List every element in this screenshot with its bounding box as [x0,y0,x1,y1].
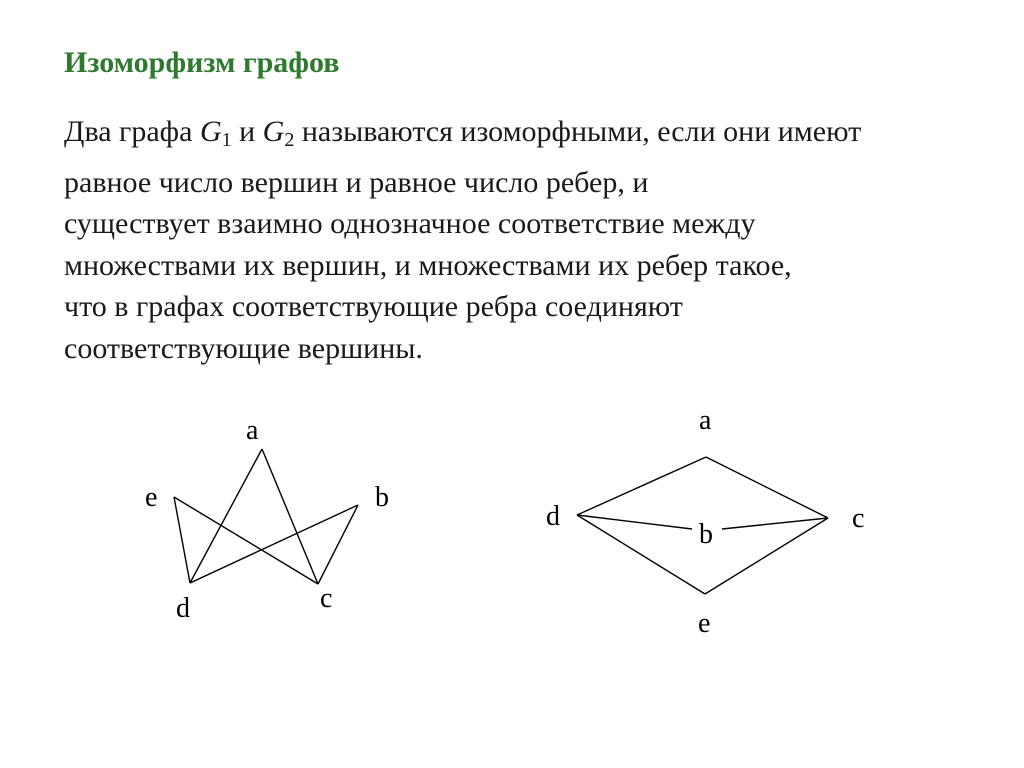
graph1-vertex-label-b: b [375,482,389,513]
graph1-vertex-label-e: e [145,482,158,513]
graph2-vertex-label-b: b [699,519,713,550]
graph1-vertex-label-a: a [246,415,259,446]
line1-before-text: Два графа [64,115,200,148]
graph-1 [145,415,389,624]
graph2-edge-d-e [577,515,705,594]
line1-after-text: называются изоморфными, если они имеют [294,115,862,148]
definition-line-3: существует взаимно однозначное соответствие между [64,207,756,240]
g2-letter: G [262,115,285,148]
g1-subscript: 1 [221,129,232,151]
definition-line-2: равное число вершин и равное число ребер, и [64,165,649,199]
graph1-edge-e-d [174,497,190,583]
graph2-edge-d-b [577,515,692,529]
graph1-edge-e-c [174,497,318,584]
graph1-vertex-label-c: c [320,583,333,614]
graph1-edge-a-d [190,449,262,583]
g1-letter: G [199,115,222,148]
graph1-edge-b-d [190,505,358,583]
graph1-edge-a-c [262,449,318,584]
definition-line-6: соответствующие вершины. [64,331,423,365]
graph2-edge-d-a [577,457,706,515]
graph2-vertex-label-e: e [698,608,711,639]
definition-line-4: множествами их вершин, и множествами их ребер такое, [64,248,792,282]
graph1-vertex-label-d: d [176,593,190,624]
slide-title: Изоморфизм графов [64,46,340,79]
graph-2 [546,405,864,639]
graph1-edge-b-c [318,505,358,584]
g2-subscript: 2 [284,129,295,151]
graph2-vertex-label-a: a [699,405,712,436]
definition-line-5: что в графах соответствующие ребра соединяют [64,290,683,323]
graph2-vertex-label-c: c [852,503,865,534]
line1-conjunction: и [231,115,263,148]
graph2-vertex-label-d: d [546,501,560,532]
graph2-edge-a-c [706,457,828,518]
